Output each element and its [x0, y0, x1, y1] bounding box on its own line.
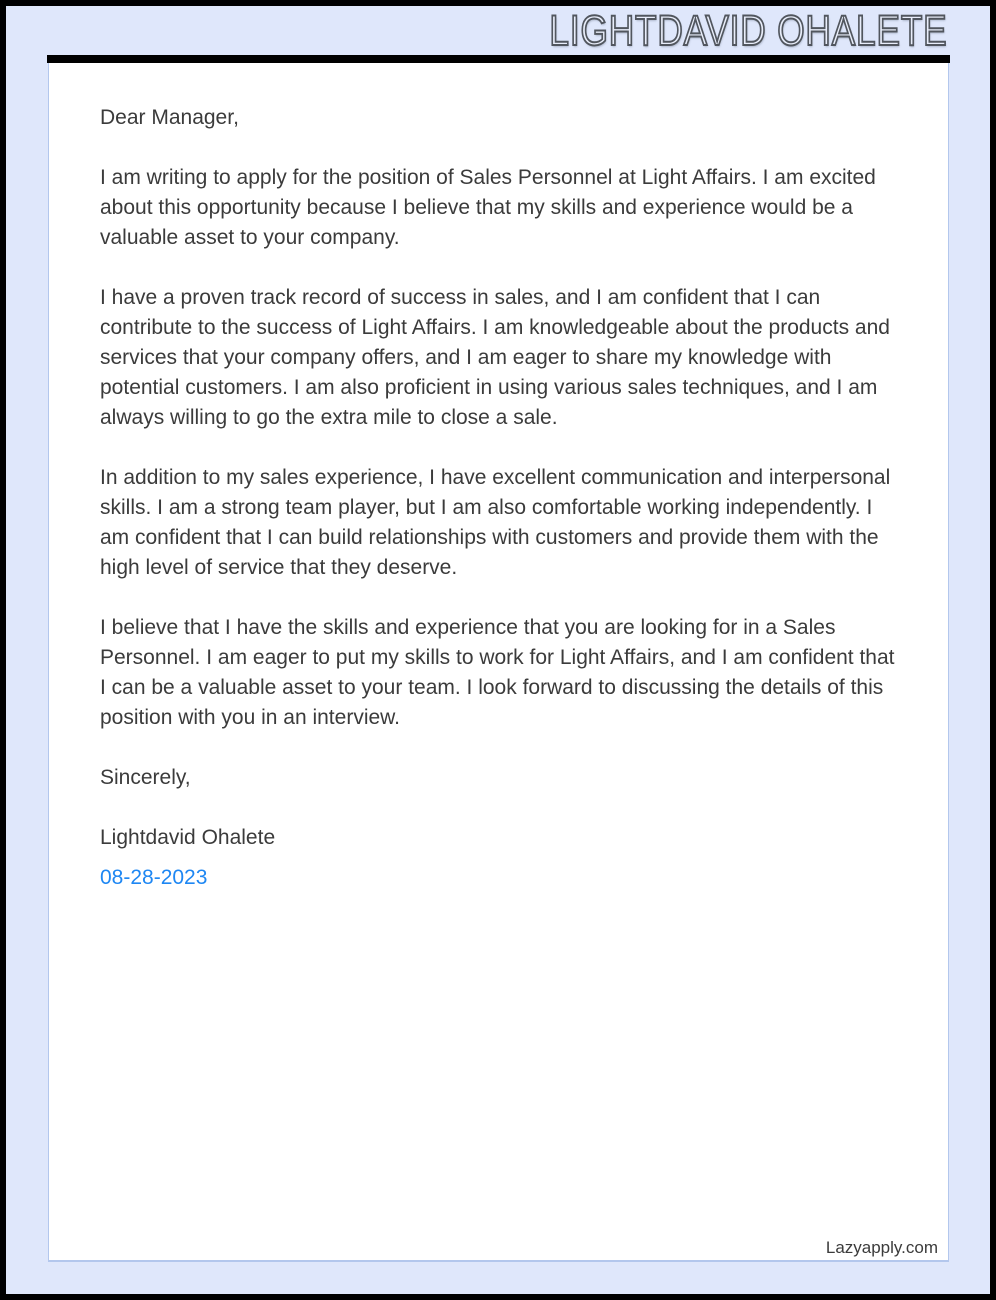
- header-rule: [47, 55, 950, 63]
- letter-body: [100, 103, 900, 893]
- salutation: Dear Manager,: [100, 106, 239, 129]
- site-credit: Lazyapply.com: [825, 1238, 938, 1257]
- letter-paragraph: In addition to my sales experience, I have excellent communication and interpersonal skills. I am a strong team player, but I am also comfortable working independently. I am confident that I can build relationships with customers and provide them with the high level of service that they deserve.: [100, 466, 891, 579]
- letter-paragraph: I am writing to apply for the position of Sales Personnel at Light Affairs. I am excited about this opportunity because I believe that my skills and experience would be a valuable asset to your company.: [100, 166, 876, 249]
- letter-document: [48, 63, 949, 1262]
- closing: Sincerely,: [100, 766, 191, 789]
- signature-name: Lightdavid Ohalete: [100, 826, 276, 849]
- letter-paragraph: I believe that I have the skills and experience that you are looking for in a Sales Personnel. I am eager to put my skills to work for Light Affairs, and I am confident that I can be a valuable asset to your team. I look forward to discussing the details of this position with you in an interview.: [100, 616, 895, 729]
- letter-date: 08-28-2023: [100, 866, 208, 889]
- header-name: LIGHTDAVID OHALETE: [549, 7, 948, 55]
- letter-paragraph: I have a proven track record of success in sales, and I am confident that I can contribute to the success of Light Affairs. I am knowledgeable about the products and services that your company offers, and I am eager to share my knowledge with potential customers. I am also proficient in using various sales techniques, and I am always willing to go the extra mile to close a sale.: [100, 286, 890, 429]
